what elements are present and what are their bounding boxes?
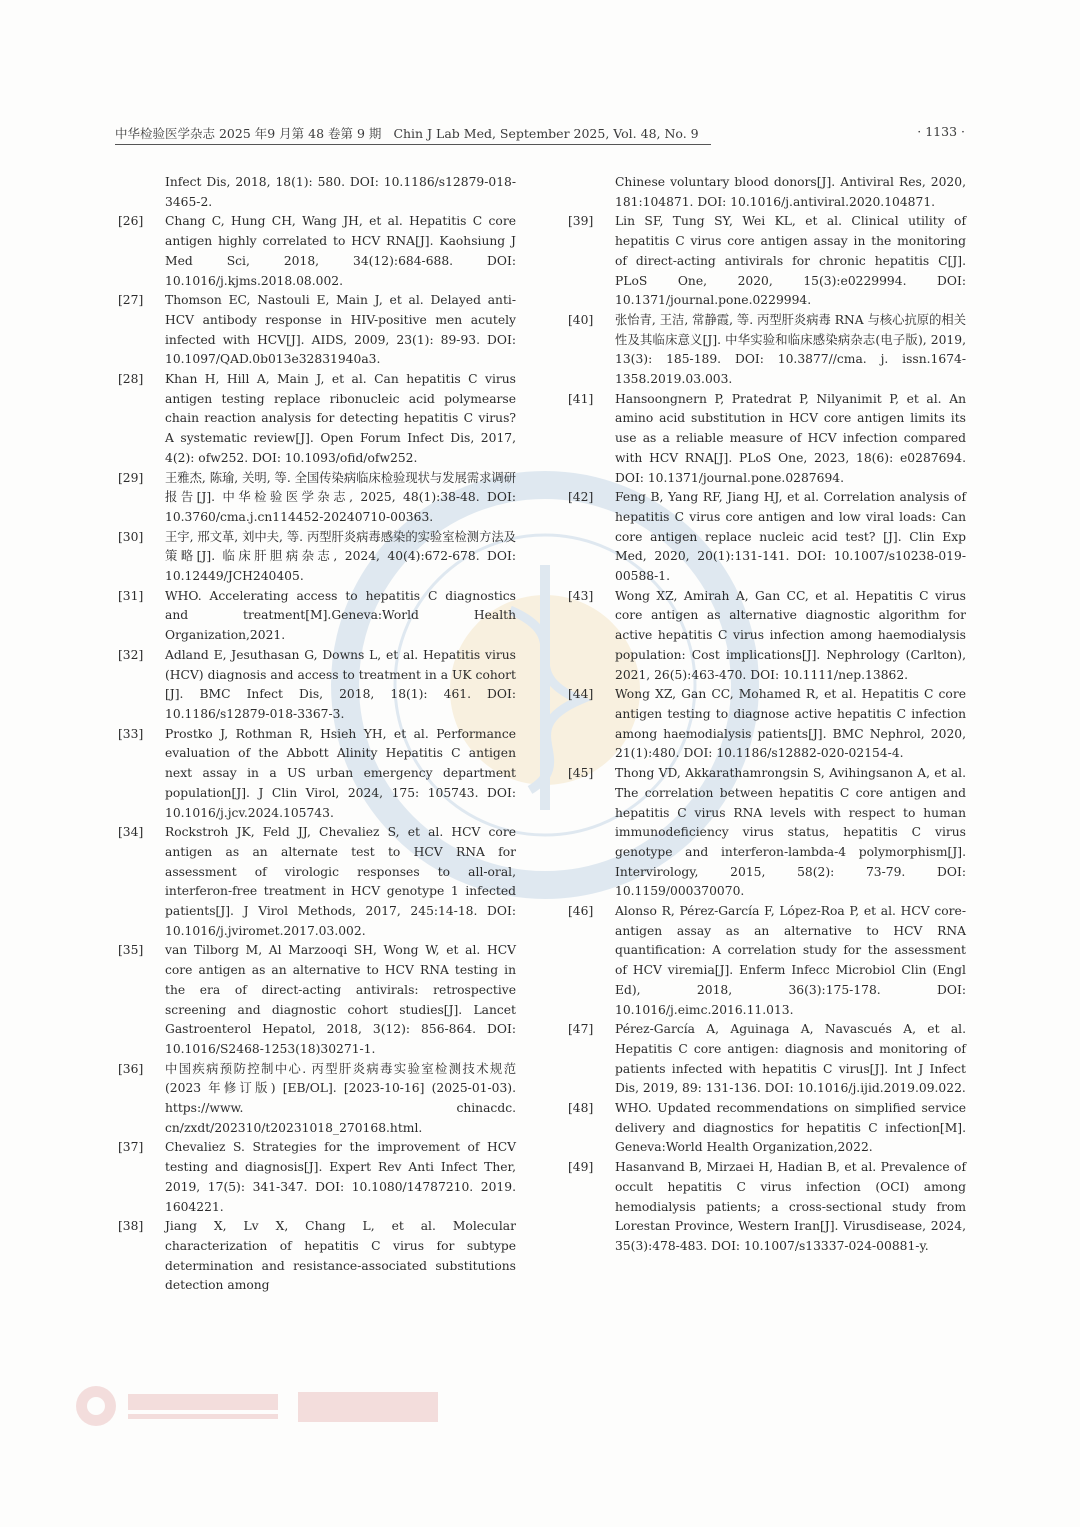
reference-entry — [568, 1158, 966, 1257]
reference-text: Khan H, Hill A, Main J, et al. Can hepatitis C virus antigen testing replace ribonucleic acid polymearse chain reaction analysis for detecting hepatitis C virus? A systematic review[J]. Open Forum Infect Dis, 2017, 4(2): ofw252. DOI: 10.1093/ofid/ofw252. — [165, 372, 516, 465]
reference-entry — [568, 212, 966, 311]
reference-entry — [568, 390, 966, 489]
reference-number: [33] — [118, 726, 144, 741]
reference-number: [27] — [118, 293, 144, 308]
reference-entry — [118, 291, 516, 370]
reference-text: Prostko J, Rothman R, Hsieh YH, et al. Performance evaluation of the Abbott Alinity Hepatitis C antigen next assay in a US urban emergency department population[J]. J Clin Virol, 2024, 175: 105743. DOI: 10.1016/j.jcv.2024.105743. — [165, 726, 516, 820]
running-header — [115, 124, 965, 144]
reference-number: [36] — [118, 1061, 144, 1076]
reference-text: Wong XZ, Amirah A, Gan CC, et al. Hepatitis C virus core antigen as alternative diagnostic algorithm for active hepatitis C virus infection among haemodialysis population: Cost implications[J]. Nephrology (Carlton), 2021, 26(5):463-470. DOI: 10.1111/nep.13862. — [615, 588, 966, 682]
references-right-column — [568, 173, 966, 1257]
reference-number: [40] — [568, 312, 594, 327]
reference-number: [26] — [118, 214, 144, 229]
reference-entry — [568, 311, 966, 390]
reference-number: [42] — [568, 490, 594, 505]
reference-entry — [118, 1138, 516, 1217]
reference-number: [41] — [568, 391, 594, 406]
reference-text: Chang C, Hung CH, Wang JH, et al. Hepatitis C core antigen highly correlated to HCV RNA[J]. Kaohsiung J Med Sci, 2018, 34(12):684-688. DOI: 10.1016/j.kjms.2018.08.002. — [165, 214, 516, 288]
journal-citation-line — [115, 124, 711, 145]
reference-number: [30] — [118, 529, 144, 544]
reference-text: Chevaliez S. Strategies for the improvement of HCV testing and diagnosis[J]. Expert Rev Anti Infect Ther, 2019, 17(5): 341-347. DOI: 10.1080/14787210. 2019. 1604221. — [165, 1140, 516, 1214]
reference-entry — [118, 587, 516, 646]
reference-number: [35] — [118, 943, 144, 958]
reference-text: Chinese voluntary blood donors[J]. Antiviral Res, 2020, 181:104871. DOI: 10.1016/j.antiviral.2020.104871. — [615, 175, 966, 209]
reference-entry — [568, 1020, 966, 1099]
reference-text: 王雅杰, 陈瑜, 关明, 等. 全国传染病临床检验现状与发展需求调研报告[J]. 中华检验医学杂志, 2025, 48(1):38-48. DOI: 10.3760/cma.j.cn114452-20240710-00363. — [165, 470, 516, 524]
reference-text: Hasanvand B, Mirzaei H, Hadian B, et al. Prevalence of occult hepatitis C virus infection (OCI) among hemodialysis patients; a cross-sectional study from Lorestan Province, Western Iran[J]. Virusdisease, 2024, 35(3):478-483. DOI: 10.1007/s13337-024-00881-y. — [615, 1160, 966, 1253]
reference-entry — [568, 173, 966, 212]
reference-text: Pérez-García A, Aguinaga A, Navascués A, et al. Hepatitis C core antigen: diagnosis and monitoring of patients infected with hepatitis C virus[J]. Int J Infect Dis, 2019, 89: 131-136. DOI: 10.1016/j.ijid.2019.09.022. — [615, 1022, 966, 1096]
reference-entry — [118, 469, 516, 528]
reference-entry — [118, 823, 516, 941]
reference-number: [31] — [118, 588, 144, 603]
reference-text: 中国疾病预防控制中心. 丙型肝炎病毒实验室检测技术规范(2023 年修订版) [EB/OL]. [2023-10-16] (2025-01-03). https://www. chinacdc. cn/zxdt/202310/t20231018_270168.html. — [165, 1061, 516, 1135]
reference-text: 王宇, 邢文革, 刘中夫, 等. 丙型肝炎病毒感染的实验室检测方法及策略[J]. 临床肝胆病杂志, 2024, 40(4):672-678. DOI: 10.12449/JCH240405. — [165, 529, 516, 584]
reference-entry — [118, 1060, 516, 1139]
reference-text: Hansoongnern P, Pratedrat P, Nilyanimit P, et al. An amino acid substitution in HCV core antigen limits its use as a reliable measure of HCV infection compared with HCV RNA[J]. PLoS One, 2023, 18(6): e0287694. DOI: 10.1371/journal.pone.0287694. — [615, 391, 966, 485]
reference-entry — [118, 173, 516, 212]
reference-text: Thong VD, Akkarathamrongsin S, Avihingsanon A, et al. The correlation between hepatitis C core antigen and hepatitis C virus RNA levels with respect to human immunodeficiency virus status, hepatitis C virus genotype and interferon-lambda-4 polymorphism[J]. Intervirology, 2015, 58(2): 73-79. DOI: 10.1159/000370070. — [615, 766, 966, 899]
reference-text: Wong XZ, Gan CC, Mohamed R, et al. Hepatitis C core antigen testing to diagnose active hepatitis C infection among haemodialysis patients[J]. BMC Nephrol, 2020, 21(1):480. DOI: 10.1186/s12882-020-02154-4. — [615, 687, 966, 761]
journal-title-cn: 中华检验医学杂志 2025 年9 月第 48 卷第 9 期 — [115, 126, 382, 141]
reference-number: [44] — [568, 687, 594, 702]
reference-entry — [568, 587, 966, 686]
reference-entry — [568, 488, 966, 587]
reference-text: Alonso R, Pérez-García F, López-Roa P, et al. HCV core-antigen assay as an alternative to HCV RNA quantification: A correlation study for the assessment of HCV viremia[J]. Enferm Infecc Microbiol Clin (Engl Ed), 2018, 36(3):175-178. DOI: 10.1016/j.eimc.2016.11.013. — [615, 904, 966, 1017]
reference-number: [37] — [118, 1140, 144, 1155]
reference-entry — [568, 764, 966, 902]
reference-number: [28] — [118, 372, 144, 387]
reference-number: [43] — [568, 588, 594, 603]
reference-entry — [118, 725, 516, 824]
reference-text: WHO. Updated recommendations on simplified service delivery and diagnostics for hepatitis C infection[M]. Geneva:World Health Organization,2022. — [615, 1101, 966, 1155]
reference-number: [47] — [568, 1022, 594, 1037]
reference-number: [38] — [118, 1219, 144, 1234]
reference-text: 张怡青, 王洁, 常静霞, 等. 丙型肝炎病毒 RNA 与核心抗原的相关性及其临床意义[J]. 中华实验和临床感染病杂志(电子版), 2019, 13(3): 185-189. DOI: 10.3877//cma. j. issn.1674-1358.2019.03.003. — [615, 312, 966, 387]
reference-entry — [118, 212, 516, 291]
reference-entry — [118, 646, 516, 725]
reference-text: Thomson EC, Nastouli E, Main J, et al. Delayed anti-HCV antibody response in HIV-positive men acutely infected with HCV[J]. AIDS, 2009, 23(1): 89-93. DOI: 10.1097/QAD.0b013e32831940a3. — [165, 293, 516, 367]
reference-number: [32] — [118, 647, 144, 662]
reference-entry — [118, 370, 516, 469]
reference-number: [46] — [568, 904, 594, 919]
reference-entry — [568, 1099, 966, 1158]
publisher-logo-icon — [72, 1382, 452, 1430]
reference-text: Rockstroh JK, Feld JJ, Chevaliez S, et al. HCV core antigen as an alternate test to HCV RNA for assessment of virologic responses to all-oral, interferon-free treatment in HCV genotype 1 infected patients[J]. J Virol Methods, 2017, 245:14-18. DOI: 10.1016/j.jviromet.2017.03.002. — [165, 825, 516, 938]
reference-text: WHO. Accelerating access to hepatitis C diagnostics and treatment[M].Geneva:World Health Organization,2021. — [165, 588, 516, 643]
reference-entry — [118, 1217, 516, 1296]
reference-text: Lin SF, Tung SY, Wei KL, et al. Clinical utility of hepatitis C virus core antigen assay in the monitoring of direct-acting antivirals for chronic hepatitis C[J]. PLoS One, 2020, 15(3):e0229994. DOI: 10.1371/journal.pone.0229994. — [615, 214, 966, 308]
reference-entry — [568, 685, 966, 764]
reference-number: [29] — [118, 470, 144, 485]
reference-text: Jiang X, Lv X, Chang L, et al. Molecular characterization of hepatitis C virus for subtype determination and resistance-associated substitutions detection among — [165, 1219, 516, 1293]
reference-number: [39] — [568, 214, 594, 229]
reference-number: [48] — [568, 1101, 594, 1116]
page-number: · 1133 · — [917, 124, 965, 139]
reference-entry — [118, 528, 516, 587]
reference-number: [34] — [118, 825, 144, 840]
reference-text: van Tilborg M, Al Marzooqi SH, Wong W, et al. HCV core antigen as an alternative to HCV RNA testing in the era of direct-acting antivirals: retrospective screening and diagnostic cohort studies[J]. Lancet Gastroenterol Hepatol, 2018, 3(12): 856-864. DOI: 10.1016/S2468-1253(18)30271-1. — [165, 943, 516, 1056]
reference-entry — [118, 941, 516, 1059]
reference-text: Adland E, Jesuthasan G, Downs L, et al. Hepatitis virus (HCV) diagnosis and access to treatment in a UK cohort [J]. BMC Infect Dis, 2018, 18(1): 461. DOI: 10.1186/s12879-018-3367-3. — [165, 647, 516, 721]
references-left-column — [118, 173, 516, 1296]
reference-entry — [568, 902, 966, 1020]
reference-number: [49] — [568, 1160, 594, 1175]
reference-text: Infect Dis, 2018, 18(1): 580. DOI: 10.1186/s12879-018-3465-2. — [165, 175, 516, 209]
journal-title-en: Chin J Lab Med, September 2025, Vol. 48, No. 9 — [393, 126, 699, 141]
reference-number: [45] — [568, 766, 594, 781]
reference-text: Feng B, Yang RF, Jiang HJ, et al. Correlation analysis of hepatitis C virus core antigen and low viral loads: Can core antigen replace nucleic acid test? [J]. Clin Exp Med, 2020, 20(1):131-141. DOI: 10.1007/s10238-019- 00588-1. — [615, 490, 966, 584]
